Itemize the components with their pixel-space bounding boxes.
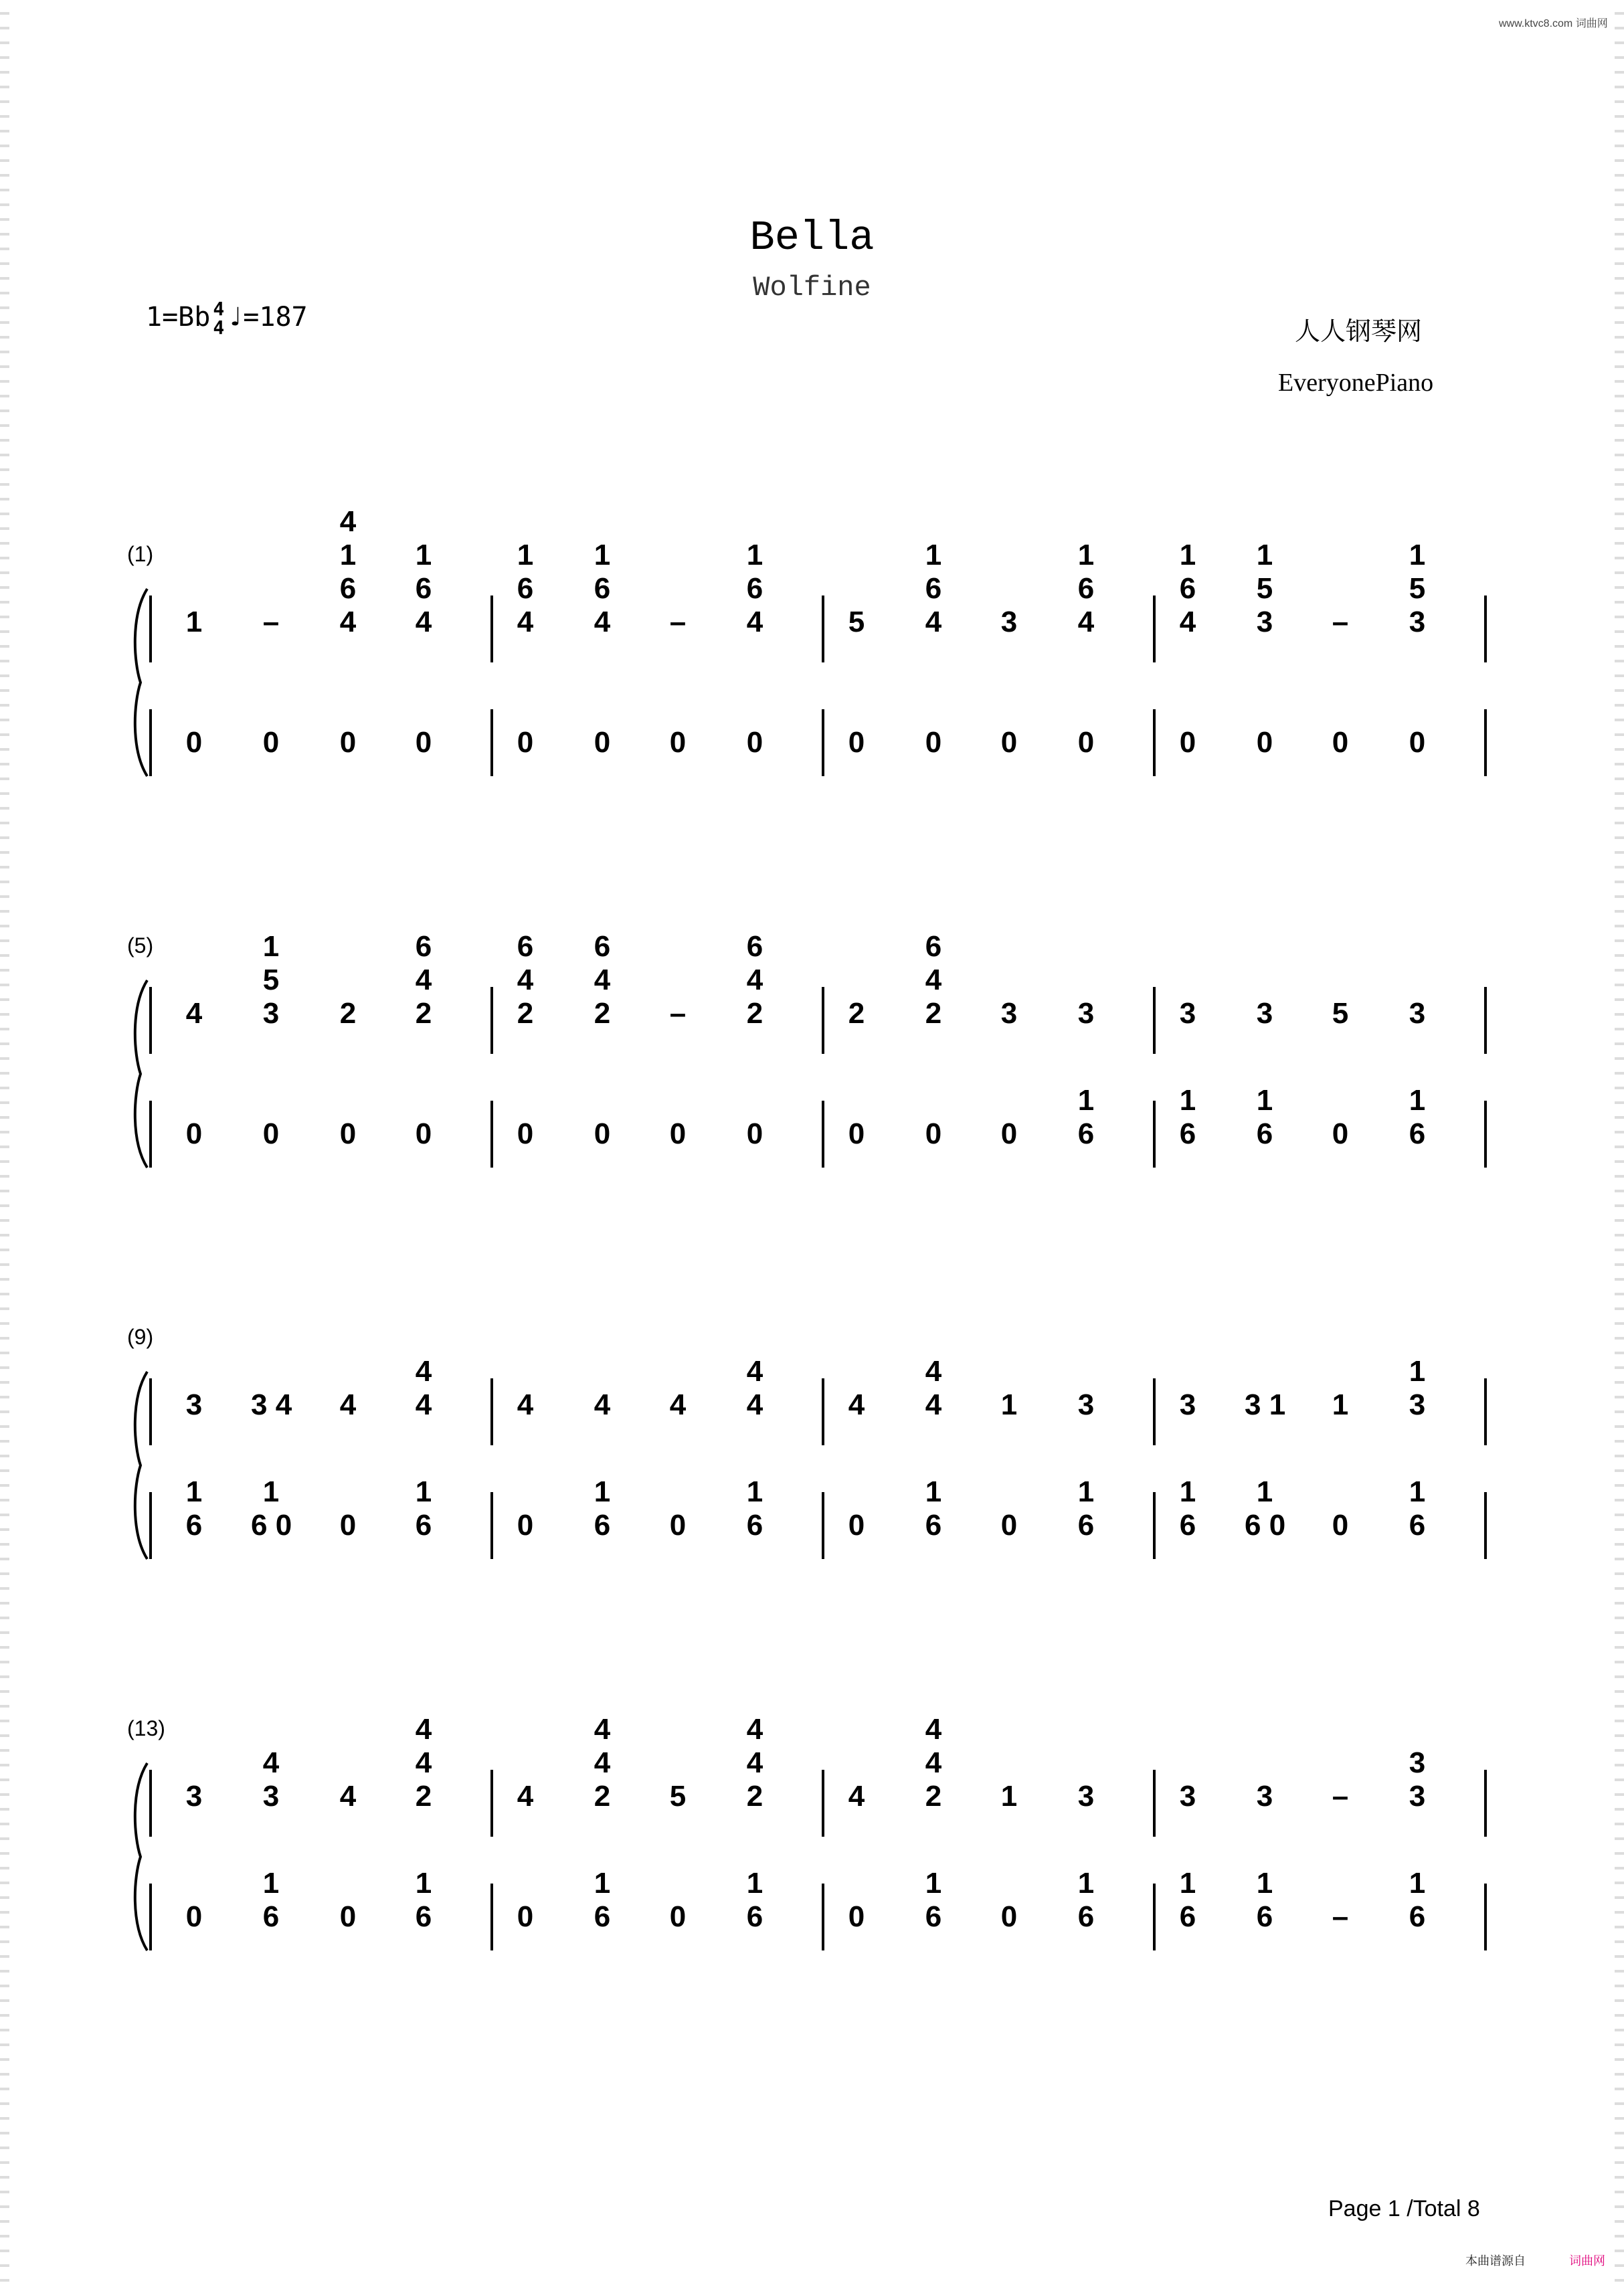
system-number: (13) (127, 1716, 165, 1740)
chord-note: 6 (517, 930, 534, 963)
bass-note: 6 (746, 1900, 763, 1933)
chord-note: 6 (746, 572, 763, 605)
system-number: (9) (127, 1325, 154, 1349)
bass-note: 6 (746, 1509, 763, 1542)
treble-note: 3 (262, 997, 280, 1030)
chord-note: 1 (1077, 539, 1095, 571)
chord-note: 1 (746, 539, 763, 571)
chord-note: 4 (594, 1746, 611, 1779)
chord-note: 4 (746, 964, 763, 996)
bass-note: 0 (1000, 726, 1018, 759)
bass-note: 6 (1179, 1900, 1196, 1933)
treble-note: 4 (594, 1388, 611, 1421)
quarter-note-icon: ♩ (227, 302, 244, 333)
bass-note: 6 (262, 1900, 280, 1933)
bass-chord-note: 1 (1409, 1084, 1426, 1117)
bass-chord-note: 1 (594, 1475, 611, 1508)
bass-note: 6 (594, 1509, 611, 1542)
chord-note: 1 (339, 539, 357, 571)
bass-note: 0 (848, 1117, 865, 1150)
bass-note: 0 (1332, 1117, 1349, 1150)
time-top: 4 (213, 298, 225, 320)
treble-note: 4 (925, 606, 942, 638)
treble-note: 3 4 (251, 1388, 292, 1421)
bass-note: 0 (848, 1509, 865, 1542)
tempo: =187 (243, 302, 308, 333)
treble-note: 2 (746, 1780, 763, 1813)
bass-note: 6 0 (1245, 1509, 1286, 1542)
chord-note: 5 (1256, 572, 1273, 605)
bass-note: 0 (1000, 1117, 1018, 1150)
bass-note: 0 (669, 1900, 687, 1933)
chord-note: 4 (925, 964, 942, 996)
treble-note: 2 (594, 1780, 611, 1813)
bass-note: 0 (669, 1117, 687, 1150)
chord-note: 4 (746, 1713, 763, 1746)
chord-note: 6 (594, 572, 611, 605)
bass-note: 6 (594, 1900, 611, 1933)
bass-chord-note: 1 (415, 1867, 432, 1900)
system-number: (1) (127, 542, 154, 566)
treble-note: – (1332, 606, 1349, 638)
bass-note: 6 (1179, 1117, 1196, 1150)
chord-note: 1 (1409, 539, 1426, 571)
bass-chord-note: 1 (925, 1867, 942, 1900)
key-signature: 1=Bb (146, 302, 211, 333)
time-bottom: 4 (213, 316, 225, 339)
treble-note: 2 (594, 997, 611, 1030)
bass-note: 0 (262, 1117, 280, 1150)
treble-note: 2 (415, 1780, 432, 1813)
site-name-en: EveryonePiano (1278, 369, 1434, 397)
chord-note: 6 (1179, 572, 1196, 605)
chord-note: 4 (517, 964, 534, 996)
page-number: Page 1 /Total 8 (1328, 2196, 1480, 2221)
bass-note: 6 (1077, 1509, 1095, 1542)
treble-note: 2 (415, 997, 432, 1030)
treble-note: 1 (1332, 1388, 1349, 1421)
treble-note: 3 (1179, 997, 1196, 1030)
treble-note: 2 (339, 997, 357, 1030)
bass-note: 0 (415, 726, 432, 759)
bass-note: 0 (1332, 1509, 1349, 1542)
treble-note: 4 (339, 606, 357, 638)
bass-note: 6 (1256, 1900, 1273, 1933)
bass-note: 6 (925, 1509, 942, 1542)
source-text: 本曲谱源自 (1465, 2254, 1526, 2268)
chord-note: 6 (339, 572, 357, 605)
treble-note: 4 (517, 1388, 534, 1421)
treble-note: 3 (1000, 606, 1018, 638)
chord-note: 4 (415, 964, 432, 996)
bass-chord-note: 1 (594, 1867, 611, 1900)
composer: Wolfine (753, 272, 871, 304)
bass-note: 0 (746, 1117, 763, 1150)
treble-note: 3 (1256, 606, 1273, 638)
chord-note: 6 (746, 930, 763, 963)
chord-note: 1 (1256, 539, 1273, 571)
bass-chord-note: 1 (1179, 1475, 1196, 1508)
bass-note: 6 (415, 1900, 432, 1933)
treble-note: – (669, 997, 687, 1030)
bass-note: – (1332, 1900, 1349, 1933)
bass-note: 6 (415, 1509, 432, 1542)
treble-note: 5 (1332, 997, 1349, 1030)
bass-note: 0 (339, 1900, 357, 1933)
chord-note: 4 (415, 1746, 432, 1779)
bass-note: 0 (185, 1900, 203, 1933)
treble-note: 5 (848, 606, 865, 638)
chord-note: 6 (594, 930, 611, 963)
treble-note: 4 (848, 1388, 865, 1421)
bass-chord-note: 1 (415, 1475, 432, 1508)
treble-note: 3 1 (1245, 1388, 1286, 1421)
bass-note: 0 (925, 726, 942, 759)
bass-note: 0 (517, 1117, 534, 1150)
bass-note: 0 (594, 726, 611, 759)
treble-note: 3 (1409, 1780, 1426, 1813)
bass-chord-note: 1 (746, 1867, 763, 1900)
bass-note: 0 (1409, 726, 1426, 759)
bass-chord-note: 1 (1409, 1867, 1426, 1900)
treble-note: 2 (925, 997, 942, 1030)
treble-note: – (669, 606, 687, 638)
bass-note: 0 (1000, 1509, 1018, 1542)
bass-note: 0 (517, 726, 534, 759)
treble-note: 2 (925, 1780, 942, 1813)
bass-note: 0 (185, 1117, 203, 1150)
bass-note: 0 (339, 1509, 357, 1542)
bass-chord-note: 1 (1409, 1475, 1426, 1508)
treble-note: 3 (1256, 997, 1273, 1030)
treble-note: 3 (1179, 1388, 1196, 1421)
bass-chord-note: 1 (185, 1475, 203, 1508)
bass-note: 0 (1256, 726, 1273, 759)
chord-note: 1 (594, 539, 611, 571)
bass-note: 0 (339, 726, 357, 759)
treble-note: 3 (1077, 997, 1095, 1030)
bass-chord-note: 1 (262, 1867, 280, 1900)
chord-note: 4 (925, 1746, 942, 1779)
chord-note: 4 (262, 1746, 280, 1779)
chord-note: 1 (925, 539, 942, 571)
treble-note: 3 (1409, 997, 1426, 1030)
bass-note: 6 (1256, 1117, 1273, 1150)
treble-note: 3 (262, 1780, 280, 1813)
chord-note: 6 (925, 572, 942, 605)
treble-note: 4 (669, 1388, 687, 1421)
bass-note: 6 (1409, 1900, 1426, 1933)
bass-chord-note: 1 (1256, 1867, 1273, 1900)
bass-chord-note: 1 (1077, 1084, 1095, 1117)
treble-note: 1 (1000, 1388, 1018, 1421)
treble-note: 4 (925, 1388, 942, 1421)
treble-note: 2 (517, 997, 534, 1030)
bass-chord-note: 1 (1256, 1084, 1273, 1117)
bass-note: 0 (848, 1900, 865, 1933)
bass-note: 6 (1409, 1509, 1426, 1542)
system-number: (5) (127, 933, 154, 957)
chord-note: 6 (925, 930, 942, 963)
chord-note: 6 (1077, 572, 1095, 605)
treble-note: 5 (669, 1780, 687, 1813)
song-title: Bella (749, 214, 875, 262)
bass-note: 0 (1332, 726, 1349, 759)
bass-note: 0 (848, 726, 865, 759)
bass-note: 6 (1409, 1117, 1426, 1150)
bass-chord-note: 1 (1179, 1084, 1196, 1117)
chord-note: 6 (517, 572, 534, 605)
treble-note: 2 (848, 997, 865, 1030)
bass-chord-note: 1 (925, 1475, 942, 1508)
chord-note: 1 (1409, 1355, 1426, 1388)
treble-note: 3 (185, 1780, 203, 1813)
bass-note: 0 (1077, 726, 1095, 759)
bass-chord-note: 1 (1256, 1475, 1273, 1508)
chord-note: 4 (415, 1713, 432, 1746)
bass-note: 0 (594, 1117, 611, 1150)
chord-note: 4 (415, 1355, 432, 1388)
treble-note: 4 (517, 606, 534, 638)
bass-chord-note: 1 (1077, 1475, 1095, 1508)
treble-note: – (262, 606, 280, 638)
chord-note: 4 (925, 1355, 942, 1388)
chord-note: 1 (262, 930, 280, 963)
treble-note: 4 (746, 1388, 763, 1421)
bass-note: 0 (925, 1117, 942, 1150)
chord-note: 4 (746, 1355, 763, 1388)
bass-note: 0 (185, 726, 203, 759)
treble-note: 2 (746, 997, 763, 1030)
chord-note: 4 (746, 1746, 763, 1779)
site-name-cn: 人人钢琴网 (1295, 316, 1423, 346)
treble-note: 4 (1179, 606, 1196, 638)
treble-note: 3 (1179, 1780, 1196, 1813)
chord-note: 1 (1179, 539, 1196, 571)
bass-note: 0 (669, 726, 687, 759)
source-site: 词曲网 (1569, 2254, 1605, 2268)
treble-note: 4 (1077, 606, 1095, 638)
bass-note: 6 (185, 1509, 203, 1542)
chord-note: 6 (415, 572, 432, 605)
bass-note: 6 (1077, 1117, 1095, 1150)
chord-note: 5 (262, 964, 280, 996)
bass-note: 0 (746, 726, 763, 759)
treble-note: 4 (517, 1780, 534, 1813)
treble-note: 3 (1256, 1780, 1273, 1813)
bass-note: 0 (517, 1509, 534, 1542)
chord-note: 1 (517, 539, 534, 571)
treble-note: 4 (339, 1388, 357, 1421)
chord-note: 3 (1409, 1746, 1426, 1779)
bass-note: 0 (669, 1509, 687, 1542)
bass-chord-note: 1 (262, 1475, 280, 1508)
bass-note: 0 (415, 1117, 432, 1150)
treble-note: 3 (1409, 1388, 1426, 1421)
bass-chord-note: 1 (746, 1475, 763, 1508)
bass-chord-note: 1 (1077, 1867, 1095, 1900)
chord-note: 4 (339, 505, 357, 538)
treble-note: 4 (746, 606, 763, 638)
chord-note: 4 (594, 964, 611, 996)
chord-note: 1 (415, 539, 432, 571)
treble-note: 4 (848, 1780, 865, 1813)
chord-note: 6 (415, 930, 432, 963)
treble-note: 1 (185, 606, 203, 638)
treble-note: 4 (594, 606, 611, 638)
treble-note: 3 (1409, 606, 1426, 638)
treble-note: 3 (185, 1388, 203, 1421)
treble-note: 3 (1000, 997, 1018, 1030)
treble-note: 4 (185, 997, 203, 1030)
site-url: www.ktvc8.com 词曲网 (1499, 18, 1608, 29)
bass-note: 6 (925, 1900, 942, 1933)
treble-note: 1 (1000, 1780, 1018, 1813)
bass-note: 0 (339, 1117, 357, 1150)
bass-note: 6 (1179, 1509, 1196, 1542)
bass-note: 6 0 (251, 1509, 292, 1542)
chord-note: 4 (925, 1713, 942, 1746)
treble-note: 4 (415, 1388, 432, 1421)
chord-note: 4 (594, 1713, 611, 1746)
bass-note: 0 (517, 1900, 534, 1933)
bass-chord-note: 1 (1179, 1867, 1196, 1900)
bass-note: 6 (1077, 1900, 1095, 1933)
treble-note: 3 (1077, 1780, 1095, 1813)
chord-note: 5 (1409, 572, 1426, 605)
bass-note: 0 (1179, 726, 1196, 759)
bass-note: 0 (1000, 1900, 1018, 1933)
treble-note: 3 (1077, 1388, 1095, 1421)
treble-note: – (1332, 1780, 1349, 1813)
treble-note: 4 (415, 606, 432, 638)
bass-note: 0 (262, 726, 280, 759)
treble-note: 4 (339, 1780, 357, 1813)
